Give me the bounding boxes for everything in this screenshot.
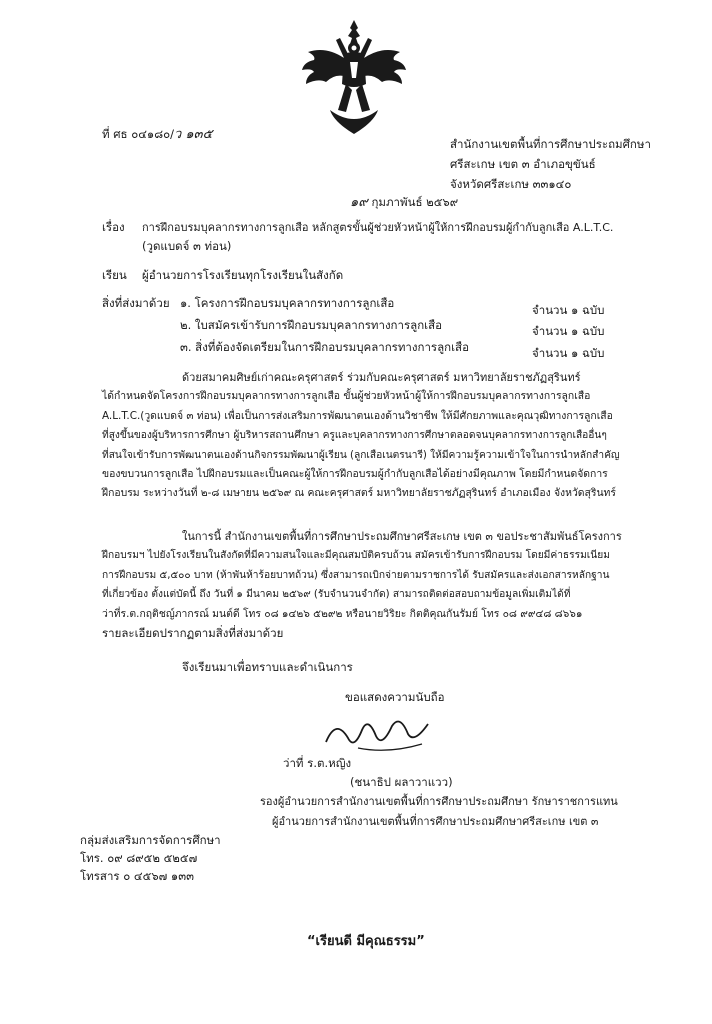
contact-department: กลุ่มส่งเสริมการจัดการศึกษา	[80, 833, 221, 847]
sender-area: ศรีสะเกษ เขต ๓ อำเภอขุขันธ์	[450, 157, 596, 171]
enclosure-item: ๓. สิ่งที่ต้องจัดเตรียมในการฝึกอบรมบุคลากรทางการลูกเสือ	[180, 340, 469, 354]
signer-name: (ชนาธิป ผลาวาแวว)	[350, 775, 453, 789]
paragraph-line: ได้กำหนดจัดโครงการฝึกอบรมบุคลากรทางการลูกเสือ ขั้นผู้ช่วยหัวหน้าผู้ให้การฝึกอบรมบุคลากรทางการลูกเสือ	[102, 390, 591, 403]
body-paragraph-2	[102, 527, 642, 643]
letter-date	[350, 195, 458, 210]
garuda-emblem-icon	[300, 18, 408, 136]
regards-text: ขอแสดงความนับถือ	[345, 690, 445, 704]
paragraph-line: ที่เกี่ยวข้อง ตั้งแต่บัดนี้ ถึง วันที่ ๑ มีนาคม ๒๕๖๙ (รับจำนวนจำกัด) สามารถติดต่อสอบถามข้อมูลเพิ่มเติมได้ที่	[102, 589, 571, 601]
closing-text: จึงเรียนมาเพื่อทราบและดำเนินการ	[182, 660, 353, 674]
paragraph-line: การฝึกอบรม ๕,๕๐๐ บาท (ห้าพันห้าร้อยบาทถ้วน) ซึ่งสามารถเบิกจ่ายตามราชการได้ รับสมัครและส่งเอกสารหลักฐาน	[102, 569, 610, 581]
signer-position-line-1: รองผู้อำนวยการสำนักงานเขตพื้นที่การศึกษาประถมศึกษา รักษาราชการแทน	[260, 795, 618, 808]
sender-province: จังหวัดศรีสะเกษ ๓๓๑๔๐	[450, 177, 572, 191]
date-month-year: กุมภาพันธ์ ๒๕๖๙	[371, 195, 459, 209]
recipient-label: เรียน	[102, 268, 127, 282]
sender-office: สำนักงานเขตพื้นที่การศึกษาประถมศึกษา	[450, 137, 651, 151]
subject-line-2: (วูดแบดจ์ ๓ ท่อน)	[142, 239, 232, 253]
paragraph-line: รายละเอียดปรากฏตามสิ่งที่ส่งมาด้วย	[102, 626, 284, 641]
enclosures-label: สิ่งที่ส่งมาด้วย	[102, 296, 170, 310]
paragraph-line: ด้วยสมาคมศิษย์เก่าคณะครุศาสตร์ ร่วมกับคณะครุศาสตร์ มหาวิทยาลัยราชภัฏสุรินทร์	[182, 371, 581, 384]
footer-slogan: “เรียนดี มีคุณธรรม”	[307, 934, 425, 949]
paragraph-line: ฝึกอบรม ระหว่างวันที่ ๒-๘ เมษายน ๒๕๖๙ ณ คณะครุศาสตร์ มหาวิทยาลัยราชภัฏสุรินทร์ อำเภอเมือง จังหวัดสุรินทร์	[102, 487, 616, 500]
paragraph-line: ว่าที่ร.ต.กฤติชญ์ภากรณ์ มนต์ดี โทร ๐๘ ๑๔๒๖ ๕๒๙๒ หรือนายวิริยะ กิตติคุณกันรัมย์ โทร ๐๘ ๙๙๔๘ ๘๖๖๑	[102, 607, 583, 620]
contact-phone: โทร. ๐๙ ๘๙๕๒ ๕๒๕๗	[80, 851, 198, 865]
paragraph-line: ของขบวนการลูกเสือ ไปฝึกอบรมและเป็นคณะผู้ให้การฝึกอบรมผู้กำกับลูกเสือได้อย่างมีคุณภาพ โดยมีกำหนดจัดการ	[102, 468, 608, 481]
document-number	[102, 127, 212, 142]
recipient-text: ผู้อำนวยการโรงเรียนทุกโรงเรียนในสังกัด	[142, 268, 344, 282]
paragraph-line: ในการนี้ สำนักงานเขตพื้นที่การศึกษาประถมศึกษาศรีสะเกษ เขต ๓ ขอประชาสัมพันธ์โครงการ	[182, 530, 622, 543]
enclosure-item: ๑. โครงการฝึกอบรมบุคลากรทางการลูกเสือ	[180, 296, 395, 310]
handwritten-signature-icon	[318, 708, 438, 758]
enclosure-qty: จำนวน ๑ ฉบับ	[532, 303, 605, 317]
paragraph-line: ที่สูงขึ้นของผู้บริหารการศึกษา ผู้บริหารสถานศึกษา ครูและบุคลากรทางการศึกษาตลอดจนบุคลากรทางการลูกเสืออื่นๆ	[102, 430, 607, 442]
subject-label: เรื่อง	[102, 220, 125, 234]
paragraph-line: ที่สนใจเข้ารับการพัฒนาตนเองด้านกิจกรรมพัฒนาผู้เรียน (ลูกเสือเนตรนารี) ให้มีความรู้ความเข้าใจในการนำหลักสำคัญ	[102, 449, 620, 461]
document-number-handwritten: ว ๑๓๕	[174, 127, 213, 142]
signer-rank: ว่าที่ ร.ต.หญิง	[283, 756, 352, 770]
enclosure-qty: จำนวน ๑ ฉบับ	[532, 324, 605, 338]
body-paragraph-1	[102, 368, 642, 504]
subject-line-1: การฝึกอบรมบุคลากรทางการลูกเสือ หลักสูตรขั้นผู้ช่วยหัวหน้าผู้ให้การฝึกอบรมผู้กำกับลูกเสือ A.L.T.C.	[142, 221, 614, 234]
enclosure-item: ๒. ใบสมัครเข้ารับการฝึกอบรมบุคลากรทางการลูกเสือ	[180, 318, 443, 332]
document-number-prefix: ที่ ศธ ๐๔๑๘๐/	[102, 127, 174, 141]
enclosure-qty: จำนวน ๑ ฉบับ	[532, 346, 605, 360]
date-day-handwritten: ๑๙	[350, 195, 368, 210]
signer-position-line-2: ผู้อำนวยการสำนักงานเขตพื้นที่การศึกษาประถมศึกษาศรีสะเกษ เขต ๓	[272, 815, 599, 828]
paragraph-line: ฝึกอบรมฯ ไปยังโรงเรียนในสังกัดที่มีความสนใจและมีคุณสมบัติครบถ้วน สมัครเข้ารับการฝึกอบรม โดยมีค่าธรรมเนียม	[102, 550, 610, 562]
paragraph-line: A.L.T.C.(วูดแบดจ์ ๓ ท่อน) เพื่อเป็นการส่งเสริมการพัฒนาตนเองด้านวิชาชีพ ให้มีศักยภาพและคุณวุฒิทางการลูกเสือ	[102, 409, 613, 422]
contact-fax: โทรสาร ๐ ๔๕๖๗ ๑๓๓	[80, 869, 194, 883]
